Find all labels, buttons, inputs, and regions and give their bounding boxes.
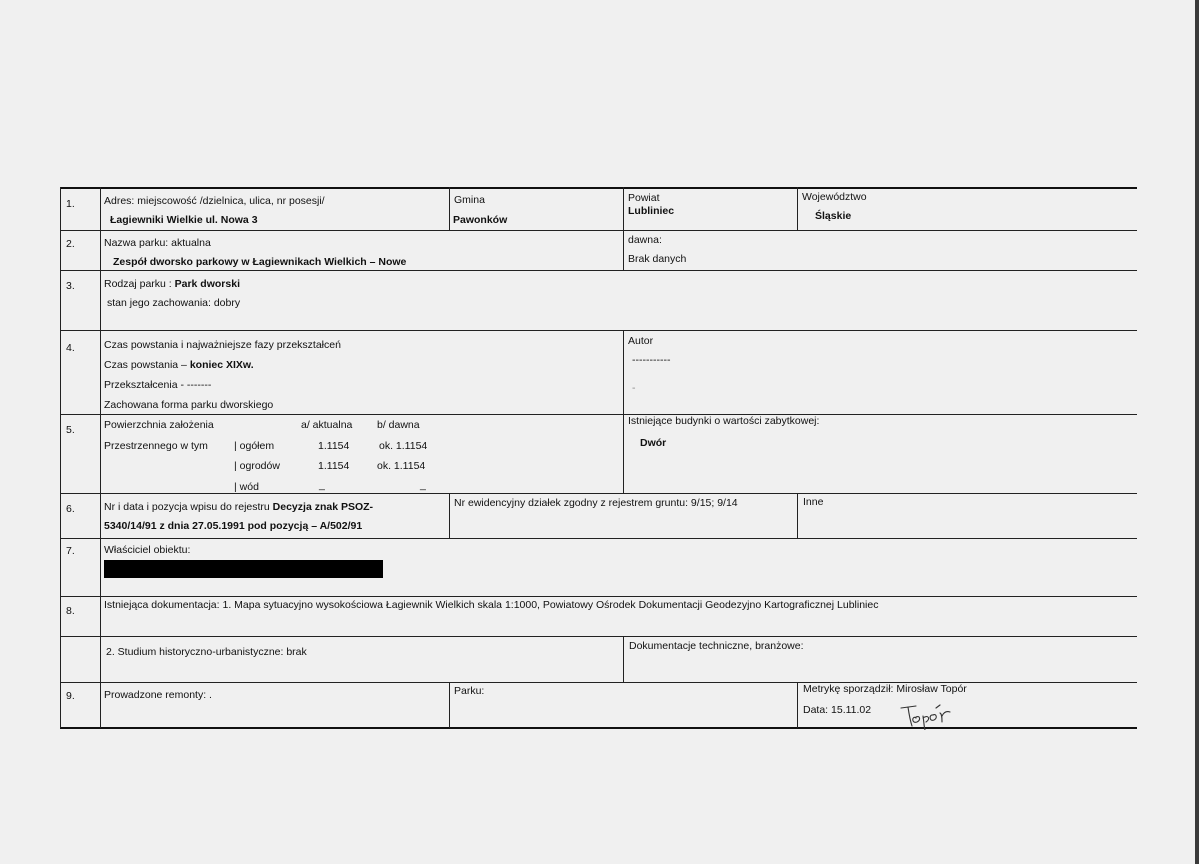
gmina-label: Gmina	[454, 194, 485, 206]
total-former-value: ok. 1.1154	[379, 440, 428, 452]
address-label: Adres: miejscowość /dzielnica, ulica, nr posesji/	[104, 195, 325, 207]
park-name-value: Zespół dworsko parkowy w Łagiewnikach Wielkich – Nowe	[113, 256, 407, 268]
powiat-value: Lubliniec	[628, 205, 675, 217]
author-mark: -	[632, 382, 636, 394]
park-name-label: Nazwa parku: aktualna	[104, 237, 211, 249]
redacted-owner-bar	[104, 560, 383, 578]
spatial-label: Przestrzennego w tym	[104, 440, 208, 452]
owner-label: Właściciel obiektu:	[104, 544, 191, 556]
gardens-current-value: 1.1154	[318, 460, 350, 472]
transformations-text: Przekształcenia - -------	[104, 379, 212, 391]
powiat-label: Powiat	[628, 192, 660, 204]
row-number: 4.	[66, 342, 75, 354]
row-divider-7	[60, 596, 1137, 597]
register-value-line1: Decyzja znak PSOZ-	[272, 501, 374, 513]
technical-docs-label: Dokumentacje techniczne, branżowe:	[629, 640, 804, 652]
park-type-value: Park dworski	[174, 278, 240, 290]
study-text: 2. Studium historyczno-urbanistyczne: brak	[106, 646, 307, 658]
prepared-by-text: Metrykę sporządził: Mirosław Topór	[803, 683, 967, 695]
row-number: 2.	[66, 238, 75, 250]
buildings-value: Dwór	[640, 437, 667, 449]
register-label: Nr i data i pozycja wpisu do rejestru	[104, 501, 270, 513]
water-current-value: _	[319, 479, 325, 491]
col-gmina-border	[449, 187, 450, 230]
preserved-form-text: Zachowana forma parku dworskiego	[104, 399, 274, 411]
register-value-line2: 5340/14/91 z dnia 27.05.1991 pod pozycją – A/502/91	[104, 520, 363, 532]
col-woj-border	[797, 187, 798, 230]
creation-time	[104, 359, 254, 372]
row-divider-8	[60, 636, 1137, 637]
former-name-label: dawna:	[628, 234, 662, 246]
total-label: | ogółem	[234, 440, 275, 452]
row-number: 7.	[66, 545, 75, 557]
col-parcels-border	[449, 493, 450, 538]
total-current-value: 1.1154	[318, 440, 350, 452]
date-text: Data: 15.11.02	[803, 704, 872, 716]
row-divider-5	[60, 493, 1137, 494]
current-column-label: a/ aktualna	[301, 419, 353, 431]
gardens-former-value: ok. 1.1154	[377, 460, 426, 472]
register-entry	[104, 501, 373, 514]
creation-time-label: Czas powstania i najważniejsze fazy przekształceń	[104, 339, 341, 351]
gmina-value: Pawonków	[453, 214, 508, 226]
voivodeship-label: Województwo	[802, 191, 867, 203]
address-value: Łagiewniki Wielkie ul. Nowa 3	[110, 214, 258, 226]
water-former-value: _	[420, 479, 426, 491]
col-author-border	[623, 330, 624, 493]
repairs-label: Prowadzone remonty: .	[104, 689, 212, 701]
row-number: 6.	[66, 503, 75, 515]
row-divider-1	[60, 230, 1137, 231]
park-type-label: Rodzaj parku :	[104, 278, 172, 290]
gardens-label: | ogrodów	[234, 460, 280, 472]
park-type	[104, 278, 240, 291]
col-park-border	[449, 682, 450, 728]
row-divider-3	[60, 330, 1137, 331]
row-number: 9.	[66, 690, 75, 702]
table-top-border	[60, 187, 1137, 189]
former-name-value: Brak danych	[628, 253, 687, 265]
scan-edge	[1195, 0, 1199, 864]
row-number: 1.	[66, 198, 75, 210]
condition-text: stan jego zachowania: dobry	[107, 297, 241, 309]
col-other-border	[797, 493, 798, 538]
creation-time-value: koniec XIXw.	[189, 359, 254, 371]
col-techdocs-border	[623, 636, 624, 682]
row-number: 5.	[66, 424, 75, 436]
row-divider-4	[60, 414, 1137, 415]
row-number: 8.	[66, 605, 75, 617]
author-value: -----------	[632, 354, 671, 366]
author-label: Autor	[628, 335, 654, 347]
table-left-border	[60, 187, 61, 728]
water-label: | wód	[234, 481, 259, 493]
col-prepared-border	[797, 682, 798, 728]
row-divider-6	[60, 538, 1137, 539]
area-label: Powierzchnia założenia	[104, 419, 214, 431]
table-bottom-border	[60, 727, 1137, 729]
row-divider-2	[60, 270, 1137, 271]
handwritten-signature	[898, 700, 960, 730]
documentation-text: Istniejąca dokumentacja: 1. Mapa sytuacyjno wysokościowa Łagiewnik Wielkich skala 1:1000, Powiatowy Ośrodek Dokumentacji Geodezyjno Kartograficznej Lubliniec	[104, 599, 879, 611]
creation-time-sublabel: Czas powstania –	[104, 359, 187, 371]
voivodeship-value: Śląskie	[815, 210, 852, 222]
park-label: Parku:	[454, 685, 485, 697]
buildings-label: Istniejące budynki o wartości zabytkowej:	[628, 415, 820, 427]
number-column-border	[100, 187, 101, 728]
parcels-text: Nr ewidencyjny działek zgodny z rejestrem gruntu: 9/15; 9/14	[454, 497, 738, 509]
row-number: 3.	[66, 280, 75, 292]
col-powiat-border	[623, 187, 624, 270]
former-column-label: b/ dawna	[377, 419, 420, 431]
other-label: Inne	[803, 496, 824, 508]
row-divider-8b	[60, 682, 1137, 683]
